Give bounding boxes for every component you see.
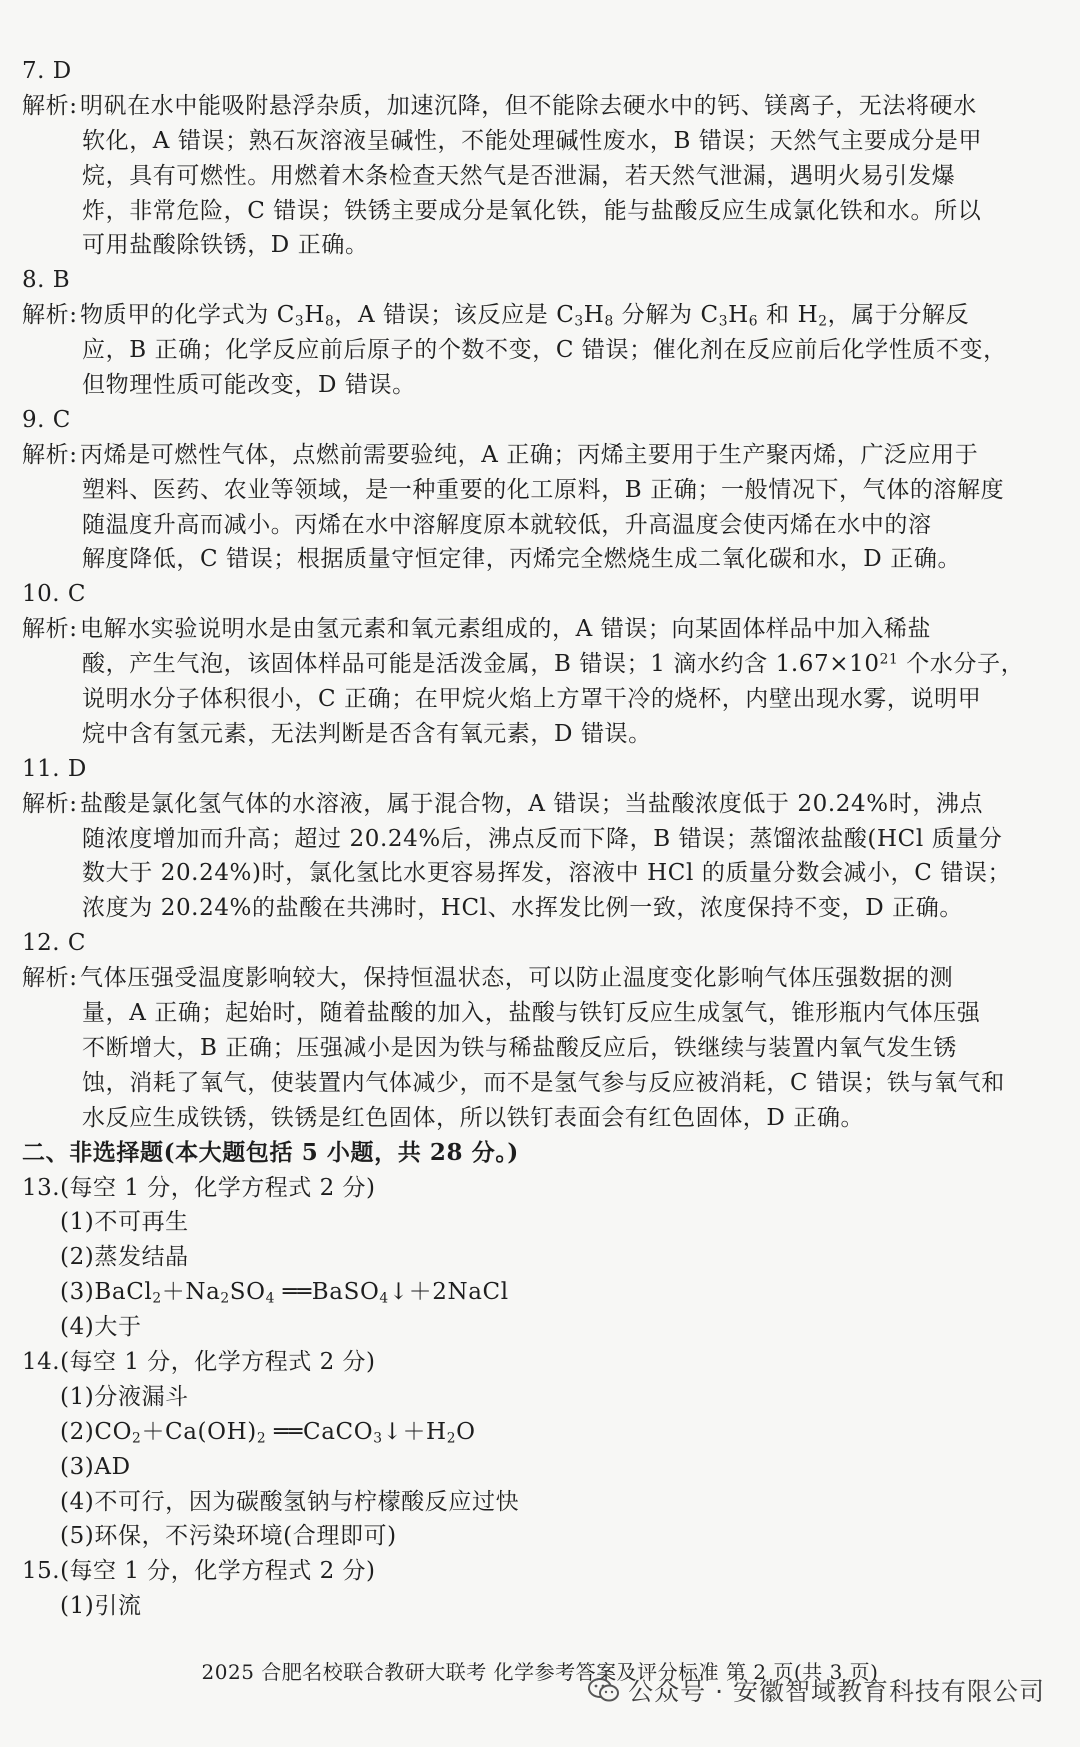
- answer-item: [22, 1205, 1062, 1240]
- line-text: 数大于 20.24%)时，氯化氢比水更容易挥发，溶液中 HCl 的质量分数会减小，C 错误；: [82, 860, 1012, 887]
- explanation-line: [22, 89, 1062, 124]
- line-text: (3)AD: [60, 1453, 131, 1480]
- line-text: 不断增大，B 正确；压强减小是因为铁与稀盐酸反应后，铁继续与装置内氧气发生锈: [82, 1034, 958, 1061]
- line-text: 11. D: [22, 755, 87, 782]
- line-text: 但物理性质可能改变，D 错误。: [82, 372, 416, 399]
- answer-content: [22, 54, 1062, 1624]
- line-text: (4)不可行，因为碳酸氢钠与柠檬酸反应过快: [60, 1488, 520, 1515]
- question-number: [22, 926, 1062, 961]
- explanation-line: [22, 298, 1062, 333]
- question-number: [22, 577, 1062, 612]
- answer-item: [22, 1485, 1062, 1520]
- answer-item: [22, 1589, 1062, 1624]
- question-number: [22, 54, 1062, 89]
- wechat-icon: [588, 1677, 620, 1703]
- explanation-label: 解析:: [22, 790, 78, 817]
- line-text: 水反应生成铁锈，铁锈是红色固体，所以铁钉表面会有红色固体，D 正确。: [82, 1104, 865, 1131]
- explanation-continuation: [22, 542, 1062, 577]
- explanation-continuation: [22, 333, 1062, 368]
- explanation-line: [22, 438, 1062, 473]
- line-text: 13.(每空 1 分，化学方程式 2 分): [22, 1174, 376, 1201]
- line-text: (2)蒸发结晶: [60, 1244, 189, 1271]
- question-number: [22, 1554, 1062, 1589]
- explanation-continuation: [22, 996, 1062, 1031]
- line-text: 明矾在水中能吸附悬浮杂质，加速沉降，但不能除去硬水中的钙、镁离子，无法将硬水: [80, 92, 977, 119]
- line-text: 7. D: [22, 58, 72, 84]
- explanation-label: 解析:: [22, 302, 78, 329]
- line-text: 浓度为 20.24%的盐酸在共沸时，HCl、水挥发比例一致，浓度保持不变，D 正确。: [82, 895, 963, 922]
- watermark-text: 公众号 · 安徽智域教育科技有限公司: [628, 1677, 1045, 1706]
- line-text: $(3)BaCl_2+Na_2SO_4$ ══BaSO$_4$↓＋2NaCl: [60, 1279, 509, 1307]
- line-text: 15.(每空 1 分，化学方程式 2 分): [22, 1558, 376, 1585]
- line-text: 9. C: [22, 406, 71, 433]
- question-number: [22, 1345, 1062, 1380]
- section-heading: [22, 1136, 1062, 1171]
- explanation-continuation: [22, 1066, 1062, 1101]
- line-text: 物质甲的化学式为 $C_3H_8$，A 错误；该反应是 $C_3H_8$ 分解为 $C_3H_6$ 和 $H_2$，属于分解反: [80, 302, 970, 330]
- question-number: [22, 1171, 1062, 1206]
- answer-item: [22, 1310, 1062, 1345]
- explanation-continuation: [22, 717, 1062, 752]
- line-text: 盐酸是氯化氢气体的水溶液，属于混合物，A 错误；当盐酸浓度低于 20.24%时，沸点: [80, 790, 984, 817]
- line-text: 电解水实验说明水是由氢元素和氧元素组成的，A 错误；向某固体样品中加入稀盐: [80, 616, 932, 643]
- line-text: 应，B 正确；化学反应前后原子的个数不变，C 错误；催化剂在反应前后化学性质不变，: [82, 337, 1007, 364]
- explanation-continuation: [22, 473, 1062, 508]
- watermark: [588, 1672, 1045, 1708]
- explanation-continuation: [22, 159, 1062, 194]
- line-text: 10. C: [22, 581, 86, 608]
- line-text: 塑料、医药、农业等领域，是一种重要的化工原料，B 正确；一般情况下，气体的溶解度: [82, 476, 1005, 503]
- explanation-line: [22, 787, 1062, 822]
- question-number: [22, 403, 1062, 438]
- line-text: 随浓度增加而升高；超过 20.24%后，沸点反而下降，B 错误；蒸馏浓盐酸(HCl 质量分: [82, 825, 1003, 852]
- line-text: (5)环保，不污染环境(合理即可): [60, 1523, 397, 1550]
- explanation-continuation: [22, 647, 1062, 682]
- explanation-continuation: [22, 822, 1062, 857]
- explanation-continuation: [22, 508, 1062, 543]
- line-text: 蚀，消耗了氧气，使装置内气体减少，而不是氢气参与反应被消耗，C 错误；铁与氧气和: [82, 1069, 1005, 1096]
- explanation-label: 解析:: [22, 92, 78, 119]
- line-text: 气体压强受温度影响较大，保持恒温状态，可以防止温度变化影响气体压强数据的测: [80, 965, 954, 992]
- line-text: (1)不可再生: [60, 1209, 189, 1236]
- explanation-continuation: [22, 856, 1062, 891]
- explanation-continuation: [22, 228, 1062, 263]
- line-text: (1)分液漏斗: [60, 1383, 189, 1410]
- answer-item: [22, 1415, 1062, 1450]
- explanation-line: [22, 961, 1062, 996]
- line-text: 炸，非常危险，C 错误；铁锈主要成分是氧化铁，能与盐酸反应生成氯化铁和水。所以: [82, 197, 982, 224]
- explanation-continuation: [22, 1101, 1062, 1136]
- explanation-continuation: [22, 1031, 1062, 1066]
- answer-item: [22, 1450, 1062, 1485]
- explanation-label: 解析:: [22, 441, 78, 468]
- explanation-continuation: [22, 194, 1062, 229]
- line-text: (1)引流: [60, 1593, 142, 1620]
- explanation-continuation: [22, 124, 1062, 159]
- line-text: 酸，产生气泡，该固体样品可能是活泼金属，B 错误；1 滴水约含 $1.67\times 10^{21}$ 个水分子，: [82, 651, 1025, 678]
- line-text: 烷中含有氢元素，无法判断是否含有氧元素，D 错误。: [82, 720, 652, 747]
- line-text: (4)大于: [60, 1314, 142, 1341]
- line-text: 量，A 正确；起始时，随着盐酸的加入，盐酸与铁钉反应生成氢气，锥形瓶内气体压强: [82, 1000, 981, 1027]
- question-number: [22, 752, 1062, 787]
- explanation-continuation: [22, 368, 1062, 403]
- line-text: 14.(每空 1 分，化学方程式 2 分): [22, 1348, 376, 1375]
- explanation-continuation: [22, 682, 1062, 717]
- answer-item: [22, 1240, 1062, 1275]
- page-footer: 2025 合肥名校联合教研大联考 化学参考答案及评分标准 第 2 页(共 3 页): [201, 1660, 879, 1684]
- explanation-label: 解析:: [22, 965, 78, 992]
- explanation-continuation: [22, 891, 1062, 926]
- line-text: 8. B: [22, 267, 71, 294]
- line-text: 随温度升高而减小。丙烯在水中溶解度原本就较低，升高温度会使丙烯在水中的溶: [82, 511, 932, 538]
- explanation-label: 解析:: [22, 616, 78, 643]
- line-text: 可用盐酸除铁锈，D 正确。: [82, 232, 369, 259]
- line-text: 烷，具有可燃性。用燃着木条检查天然气是否泄漏，若天然气泄漏，遇明火易引发爆: [82, 162, 956, 189]
- line-text: 说明水分子体积很小，C 正确；在甲烷火焰上方罩干冷的烧杯，内壁出现水雾，说明甲: [82, 686, 982, 713]
- answer-item: [22, 1275, 1062, 1310]
- explanation-line: [22, 612, 1062, 647]
- line-text: 二、非选择题(本大题包括 5 小题，共 28 分。): [22, 1138, 519, 1166]
- line-text: $(2)CO_2+Ca(OH)_2$ $══CaCO_3↓+H_2O$: [60, 1418, 476, 1447]
- answer-item: [22, 1519, 1062, 1554]
- answer-item: [22, 1380, 1062, 1415]
- question-number: [22, 263, 1062, 298]
- line-text: 软化，A 错误；熟石灰溶液呈碱性，不能处理碱性废水，B 错误；天然气主要成分是甲: [82, 127, 983, 154]
- line-text: 12. C: [22, 930, 86, 957]
- line-text: 丙烯是可燃性气体，点燃前需要验纯，A 正确；丙烯主要用于生产聚丙烯，广泛应用于: [80, 441, 979, 468]
- line-text: 解度降低，C 错误；根据质量守恒定律，丙烯完全燃烧生成二氧化碳和水，D 正确。: [82, 546, 962, 573]
